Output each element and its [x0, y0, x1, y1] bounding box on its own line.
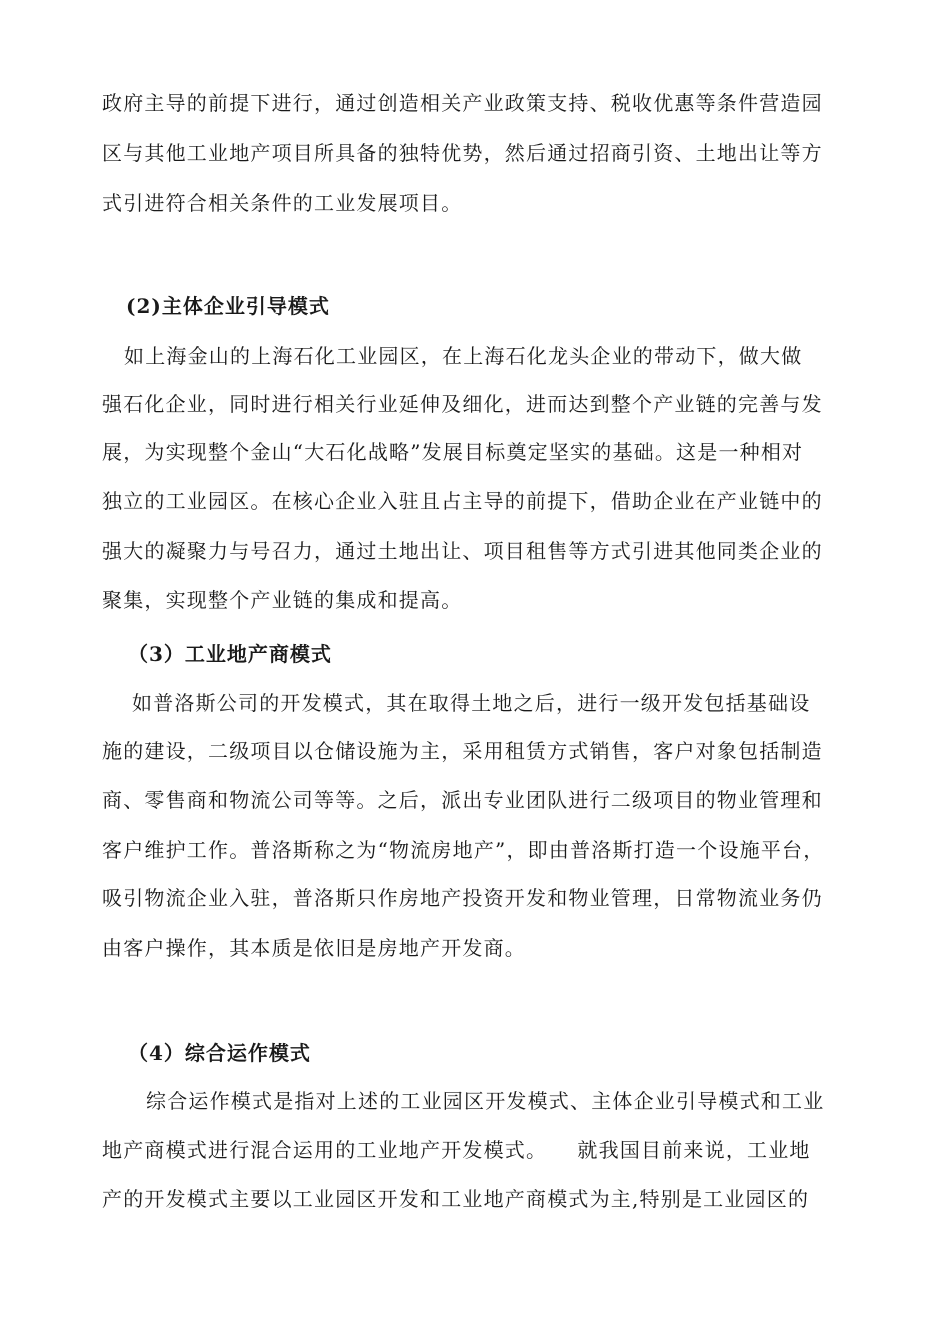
section-3-line-6: 由客户操作，其本质是依旧是房地产开发商。	[102, 936, 526, 960]
section-3-line-2: 施的建设，二级项目以仓储设施为主，采用租赁方式销售，客户对象包括制造	[102, 739, 823, 763]
intro-line-2: 区与其他工业地产项目所具备的独特优势，然后通过招商引资、土地出让等方	[102, 141, 823, 165]
section-3-line-1: 如普洛斯公司的开发模式，其在取得土地之后，进行一级开发包括基础设	[132, 691, 811, 715]
section-3-line-4: 客户维护工作。普洛斯称之为“物流房地产”，即由普洛斯打造一个设施平台，	[102, 838, 825, 862]
section-2-heading: (2)主体企业引导模式	[126, 294, 330, 318]
section-4-line-1: 综合运作模式是指对上述的工业园区开发模式、主体企业引导模式和工业	[146, 1089, 825, 1113]
section-3-line-5: 吸引物流企业入驻，普洛斯只作房地产投资开发和物业管理，日常物流业务仍	[102, 886, 823, 910]
section-4-line-3: 产的开发模式主要以工业园区开发和工业地产商模式为主,特别是工业园区的	[102, 1187, 810, 1211]
section-2-line-6: 聚集，实现整个产业链的集成和提高。	[102, 588, 463, 612]
section-4-line-2: 地产商模式进行混合运用的工业地产开发模式。 就我国目前来说，工业地	[102, 1138, 811, 1162]
section-2-line-5: 强大的凝聚力与号召力，通过土地出让、项目租售等方式引进其他同类企业的	[102, 539, 823, 563]
section-3-heading: （3）工业地产商模式	[128, 642, 332, 666]
section-3-line-3: 商、零售商和物流公司等等。之后，派出专业团队进行二级项目的物业管理和	[102, 788, 823, 812]
intro-line-1: 政府主导的前提下进行，通过创造相关产业政策支持、税收优惠等条件营造园	[102, 91, 823, 115]
intro-line-3: 式引进符合相关条件的工业发展项目。	[102, 191, 463, 215]
section-2-line-4: 独立的工业园区。在核心企业入驻且占主导的前提下，借助企业在产业链中的	[102, 489, 823, 513]
section-2-line-2: 强石化企业，同时进行相关行业延伸及细化，进而达到整个产业链的完善与发	[102, 392, 823, 416]
section-2-line-1: 如上海金山的上海石化工业园区，在上海石化龙头企业的带动下，做大做	[124, 344, 803, 368]
section-2-line-3: 展，为实现整个金山“大石化战略”发展目标奠定坚实的基础。这是一种相对	[102, 440, 804, 464]
section-4-heading: （4）综合运作模式	[128, 1041, 311, 1065]
